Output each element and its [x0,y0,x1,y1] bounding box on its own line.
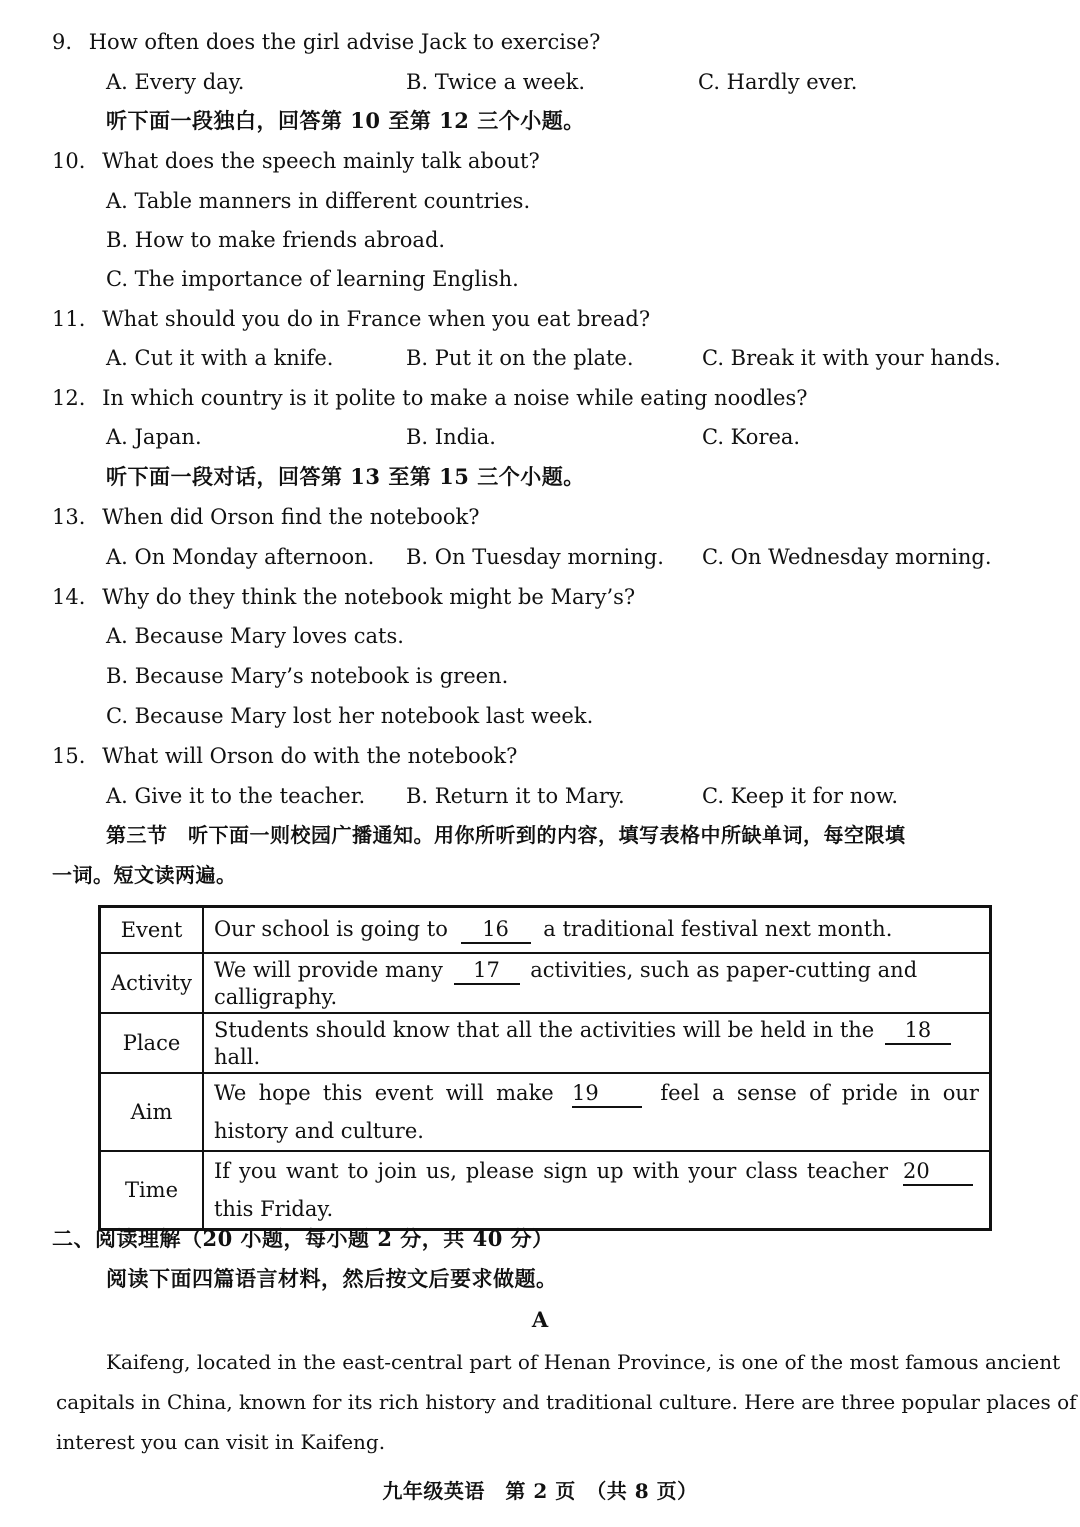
question-number: 10. [52,149,86,173]
monologue-instruction: 听下面一段独白，回答第 10 至第 12 三个小题。 [106,108,585,133]
row-text-before: If you want to join us, please sign up with your class teacher [213,1158,888,1183]
question-text: What should you do in France when you eat bread? [102,307,651,331]
option-b: B. Return it to Mary. [406,784,625,808]
part2-instruction: 阅读下面四篇语言材料，然后按文后要求做题。 [106,1266,558,1291]
question-text: When did Orson find the notebook? [102,505,480,529]
question-10 [52,146,540,176]
row-text-after: activities, such as paper-cutting and calligraphy. [213,957,918,1009]
row-content [203,1073,991,1151]
fill-in-table [98,905,992,1231]
passage-letter: A [531,1307,549,1332]
answer-blank-18[interactable]: 18 [885,1017,951,1045]
table-row [100,1073,991,1151]
row-text-before: Our school is going to [213,916,448,941]
question-number: 12. [52,386,86,410]
option-a: A. Every day. [106,70,245,94]
question-12 [52,383,808,413]
option-a: A. Japan. [106,425,202,449]
row-text-before: We hope this event will make [213,1080,554,1105]
dialogue-instruction: 听下面一段对话，回答第 13 至第 15 三个小题。 [106,464,585,489]
question-text: How often does the girl advise Jack to exercise? [88,30,601,54]
question-number: 11. [52,307,86,331]
row-label: Place [100,1013,203,1073]
row-label: Aim [100,1073,203,1151]
option-b: B. On Tuesday morning. [406,545,664,569]
option-a: A. Cut it with a knife. [106,346,334,370]
row-text-after: a traditional festival next month. [543,916,893,941]
question-9 [52,27,600,57]
answer-blank-16[interactable]: 16 [461,916,531,944]
question-number: 14. [52,585,86,609]
row-content [203,1013,991,1073]
question-14 [52,582,635,612]
option-b: B. Put it on the plate. [406,346,634,370]
row-text-before: Students should know that all the activities will be held in the [213,1017,875,1042]
passage-line-3: interest you can visit in Kaifeng. [56,1430,386,1454]
option-a: A. On Monday afternoon. [106,545,375,569]
option-a: A. Table manners in different countries. [106,189,531,213]
part2-heading: 二、阅读理解（20 小题，每小题 2 分，共 40 分） [52,1226,554,1251]
row-text-after: this Friday. [213,1196,334,1221]
row-text-after: feel a sense of pride in our history and culture. [213,1080,979,1143]
row-label: Activity [100,953,203,1013]
option-c: C. The importance of learning English. [106,267,519,291]
row-content [203,907,991,953]
option-c: C. Hardly ever. [698,70,858,94]
table-row [100,953,991,1013]
option-b: B. India. [406,425,496,449]
row-content [203,953,991,1013]
page-footer: 九年级英语 第 2 页 （共 8 页） [382,1479,698,1503]
question-text: What does the speech mainly talk about? [102,149,540,173]
option-b: B. Twice a week. [406,70,586,94]
question-number: 15. [52,744,86,768]
answer-blank-17[interactable]: 17 [454,957,520,985]
row-label: Time [100,1151,203,1230]
row-label: Event [100,907,203,953]
option-c: C. Break it with your hands. [702,346,1001,370]
question-text: What will Orson do with the notebook? [102,744,518,768]
row-content [203,1151,991,1230]
option-c: C. Korea. [702,425,801,449]
answer-blank-20[interactable]: 20 [903,1158,973,1186]
question-text: In which country is it polite to make a noise while eating noodles? [102,386,808,410]
answer-blank-19[interactable]: 19 [572,1080,642,1108]
option-c: C. Because Mary lost her notebook last week. [106,704,594,728]
question-number: 9. [52,30,73,54]
question-15 [52,741,517,771]
option-b: B. Because Mary’s notebook is green. [106,664,509,688]
option-a: A. Give it to the teacher. [106,784,366,808]
table-row [100,1151,991,1230]
question-13 [52,502,479,532]
option-c: C. On Wednesday morning. [702,545,992,569]
row-text-before: We will provide many [213,957,443,982]
question-11 [52,304,650,334]
passage-line-2: capitals in China, known for its rich history and traditional culture. Here are three popular places of [56,1390,1077,1414]
row-text-after: hall. [213,1044,261,1069]
passage-line-1: Kaifeng, located in the east-central part of Henan Province, is one of the most famous ancient [106,1350,1061,1374]
section3-instruction-line2: 一词。短文读两遍。 [52,863,237,887]
option-a: A. Because Mary loves cats. [106,624,404,648]
section3-instruction-line1: 第三节 听下面一则校园广播通知。用你所听到的内容，填写表格中所缺单词，每空限填 [106,823,906,847]
question-number: 13. [52,505,86,529]
question-text: Why do they think the notebook might be Mary’s? [102,585,636,609]
table-row [100,1013,991,1073]
option-b: B. How to make friends abroad. [106,228,446,252]
table-row [100,907,991,953]
option-c: C. Keep it for now. [702,784,899,808]
